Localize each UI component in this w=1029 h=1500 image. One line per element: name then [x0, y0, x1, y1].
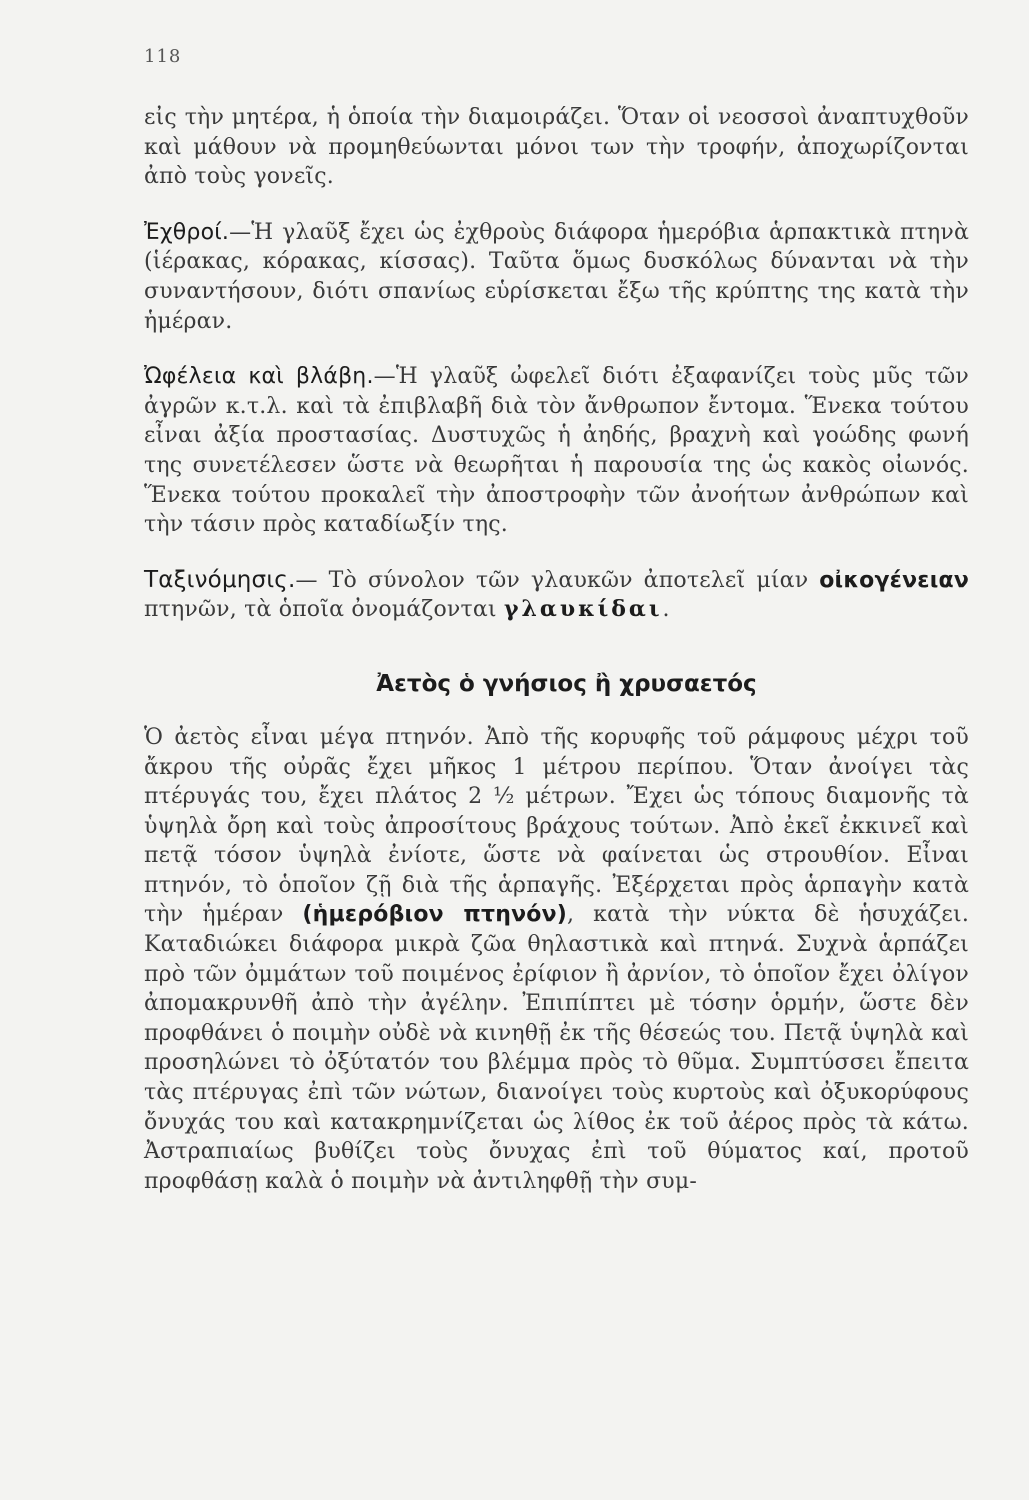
benefit-lead: Ὠφέλεια καὶ βλάβη. — [144, 364, 374, 390]
eagle-paragraph — [144, 723, 969, 1197]
classification-lead: Ταξινόμησις. — [144, 566, 296, 593]
classification-text-1: — Τὸ σύνολον τῶν γλαυκῶν ἀποτελεῖ μίαν — [295, 567, 820, 593]
intro-paragraph — [144, 103, 969, 192]
page-number: 118 — [144, 46, 182, 67]
classification-paragraph — [144, 566, 969, 625]
intro-text: εἰς τὴν μητέρα, ἡ ὁποία τὴν διαμοιράζει. Ὅταν οἱ νεοσσοὶ ἀναπτυχθοῦν καὶ μάθουν νὰ προμηθεύωνται μόνοι των τὴν τροφήν, ἀποχωρίζονται ἀπὸ τοὺς γονεῖς. — [144, 105, 969, 190]
classification-bold-term: οἰκογένειαν — [819, 567, 969, 593]
eagle-bold-phrase: (ἡμερόβιον πτηνόν) — [302, 902, 568, 928]
benefit-text: —Ἡ γλαῦξ ὠφελεῖ διότι ἐξαφανίζει τοὺς μῦς τῶν ἀγρῶν κ.τ.λ. καὶ τὰ ἐπιβλαβῆ διὰ τὸν ἄνθρωπον ἔντομα. Ἕνεκα τούτου εἶναι ἀξία προστασίας. Δυστυχῶς ἡ ἀηδής, βραχνὴ καὶ γοώδης φωνή της συνετέλεσεν ὥστε νὰ θεωρῆται ἡ παρουσία της ὡς κακὸς οἰωνός. Ἕνεκα τούτου προκαλεῖ τὴν ἀποστροφὴν τῶν ἀνοήτων ἀνθρώπων καὶ τὴν τάσιν πρὸς καταδίωξίν της. — [144, 364, 970, 538]
classification-family-name: γλαυκίδαι — [503, 596, 663, 623]
eagle-text-1: Ὁ ἀετὸς εἶναι μέγα πτηνόν. Ἀπὸ τῆς κορυφῆς τοῦ ράμφους μέχρι τοῦ ἄκρου τῆς οὐρᾶς ἔχει μῆκος 1 μέτρου περίπου. Ὅταν ἀνοίγει τὰς πτέρυγάς του, ἔχει πλάτος 2 ½ μέτρων. Ἔχει ὡς τόπους διαμονῆς τὰ ὑψηλὰ ὄρη καὶ τοὺς ἀπροσίτους βράχους τούτων. Ἀπὸ ἐκεῖ ἐκκινεῖ καὶ πετᾷ τόσον ὑψηλὰ ἐνίοτε, ὥστε νὰ φαίνεται ὡς στρουθίον. Εἶναι πτηνόν, τὸ ὁποῖον ζῇ διὰ τῆς ἁρπαγῆς. Ἐξέρχεται πρὸς ἁρπαγὴν κατὰ τὴν ἡμέραν — [144, 724, 969, 928]
classification-text-2: πτηνῶν, τὰ ὁποῖα ὀνομάζονται — [144, 597, 504, 623]
benefit-paragraph — [144, 362, 969, 540]
eagle-text-2: , κατὰ τὴν νύκτα δὲ ἡσυχάζει. Καταδιώκει διάφορα μικρὰ ζῶα θηλαστικὰ καὶ πτηνά. Συχνὰ ἁρπάζει πρὸ τῶν ὀμμάτων τοῦ ποιμένος ἐρίφιον ἢ ἀρνίον, τὸ ὁποῖον ἔχει ὀλίγον ἀπομακρυνθῆ ἀπὸ τὴν ἀγέλην. Ἐπιπίπτει μὲ τόσην ὁρμήν, ὥστε δὲν προφθάνει ὁ ποιμὴν οὐδὲ νὰ κινηθῇ ἐκ τῆς θέσεώς του. Πετᾷ ὑψηλὰ καὶ προσηλώνει τὸ ὀξύτατόν του βλέμμα πρὸς τὸ θῦμα. Συμπτύσσει ἔπειτα τὰς πτέρυγας ἐπὶ τῶν νώτων, διανοίγει τοὺς κυρτοὺς καὶ ὀξυκορύφους ὄνυχάς του καὶ κατακρημνίζεται ὡς λίθος ἐκ τοῦ ἀέρος πρὸς τὰ κάτω. Ἀστραπιαίως βυθίζει τοὺς ὄνυχας ἐπὶ τοῦ θύματος καί, προτοῦ προφθάσῃ καλὰ ὁ ποιμὴν νὰ ἀντιληφθῇ τὴν συμ- — [144, 902, 970, 1194]
classification-end: . — [662, 597, 670, 623]
enemies-paragraph — [144, 218, 969, 336]
section-heading: Ἀετὸς ὁ γνήσιος ἢ χρυσαετός — [376, 670, 757, 697]
enemies-lead: Ἐχθροί. — [144, 219, 230, 245]
enemies-text: —Ἡ γλαῦξ ἔχει ὡς ἐχθροὺς διάφορα ἡμερόβια ἁρπακτικὰ πτηνὰ (ἱέρακας, κόρακας, κίσσας). Ταῦτα ὅμως δυσκόλως δύνανται νὰ τὴν συναντήσουν, διότι σπανίως εὑρίσκεται ἔξω τῆς κρύπτης της κατὰ τὴν ἡμέραν. — [144, 219, 969, 334]
